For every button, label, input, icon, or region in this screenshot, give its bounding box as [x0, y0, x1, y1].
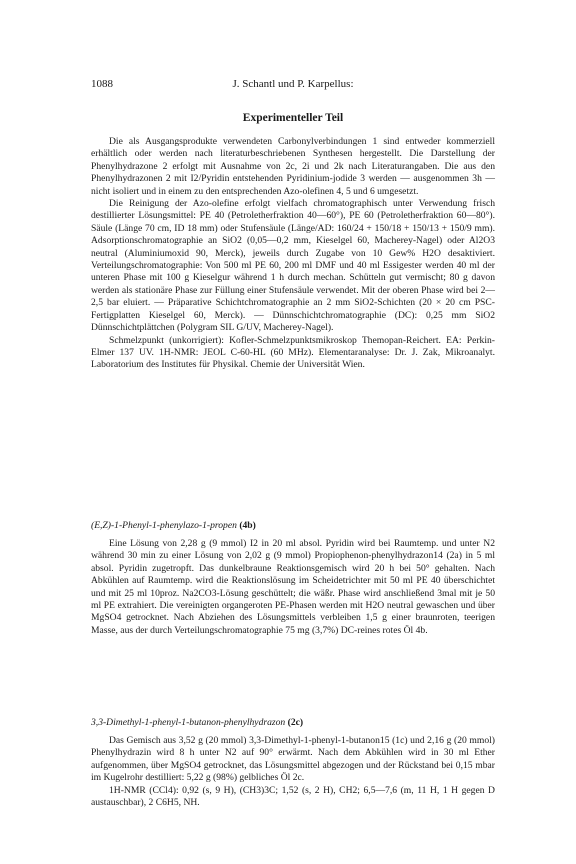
running-head — [91, 78, 495, 92]
page-number: 1088 — [91, 78, 113, 90]
compound-4b-procedure: Eine Lösung von 2,28 g (9 mmol) I2 in 20 ml absol. Pyridin wird bei Raumtemp. und unter N2 während 30 min zu einer Lösung von 2,02 g (9 mmol) Propiophenon-phenylhydrazon14 (2a) in 5 ml absol. Pyridin zugetropft. Das dunkelbraune Reaktionsgemisch wird 20 h bei 50° gehalten. Nach Abkühlen auf Raumtemp. wird die Reaktionslösung im Scheidetrichter mit 50 ml PE 40 überschichtet und mit 25 ml 10proz. Na2CO3-Lösung geschüttelt; die wäßr. Phase wird anschließend 3mal mit je 50 ml PE extrahiert. Die vereinigten organgeroten PE-Phasen werden mit H2O neutral gewaschen und über MgSO4 getrocknet. Nach Abziehen des Lösungsmittels verbleiben 1,5 g einer braunroten, teerigen Masse, aus der durch Verteilungschromatographie 75 mg (3,7%) DC-reines rotes Öl 4b. — [91, 538, 495, 636]
compound-4b-heading — [91, 520, 495, 532]
section-title: Experimenteller Teil — [242, 112, 344, 124]
compound-2c-section — [91, 735, 495, 809]
compound-4b-label: (4b) — [239, 520, 256, 531]
compound-2c-label: (2c) — [287, 717, 304, 728]
compound-4b-name: (E,Z)-1-Phenyl-1-phenylazo-1-propen — [91, 520, 237, 531]
compound-2c-heading — [91, 717, 495, 729]
compound-2c-name: 3,3-Dimethyl-1-phenyl-1-butanon-phenylhydrazon — [91, 717, 286, 728]
compound-2c-nmr: 1H-NMR (CCl4): 0,92 (s, 9 H), (CH3)3C; 1,52 (s, 2 H), CH2; 6,5—7,6 (m, 11 H, 1 H gegen D austauschbar), 2 C6H5, NH. — [91, 784, 495, 809]
running-head-authors: J. Schantl und P. Karpellus: — [232, 78, 354, 90]
intro-paragraph-3: Schmelzpunkt (unkorrigiert): Kofler-Schmelzpunktsmikroskop Themopan-Reichert. EA: Perkin-Elmer 137 UV. 1H-NMR: JEOL C-60-HL (60 MHz). Elementaranalyse: Dr. J. Zak, Mikroanalyt. Laboratorium des Institutes für Physikal. Chemie der Universität Wien. — [91, 334, 495, 371]
intro-paragraph-2: Die Reinigung der Azo-olefine erfolgt vielfach chromatographisch unter Verwendung frisch destillierter Lösungsmittel: PE 40 (Petroletherfraktion 40—60°), PE 60 (Petroletherfraktion 60—80°). Säule (Länge 70 cm, ID 18 mm) oder Stufensäule (Länge/AD: 160/24 + 150/18 + 150/13 + 150/9 mm). Adsorptionschromatographie an SiO2 (0,05—0,2 mm, Kieselgel 60, Macherey-Nagel) oder Al2O3 neutral (Aluminiumoxid 90, Merck), jeweils durch Zugabe von 10 Gew% H2O desaktiviert. Verteilungschromatographie: Von 500 ml PE 60, 200 ml DMF und 40 ml Essigester werden 40 ml der unteren Phase mit 100 g Kieselgur während 1 h durch mechan. Schütteln gut vermischt; 80 g davon werden als stationäre Phase zur Füllung einer Stufensäule verwendet. Mit der oberen Phase wird bei 2—2,5 bar eluiert. — Präparative Schichtchromatographie an 2 mm SiO2-Schichten (20 × 20 cm PSC-Fertigplatten Kieselgel 60, Merck). — Dünnschichtchromatographie (DC): 0,25 mm SiO2 Dünnschichtplättchen (Polygram SIL G/UV, Macherey-Nagel). — [91, 198, 495, 334]
intro-section — [91, 136, 495, 372]
compound-2c-procedure: Das Gemisch aus 3,52 g (20 mmol) 3,3-Dimethyl-1-phenyl-1-butanon15 (1c) und 2,16 g (20 mmol) Phenylhydrazin wird 8 h unter N2 auf 90° erwärmt. Nach dem Abkühlen wird in 30 ml Ether aufgenommen, über MgSO4 getrocknet, das Lösungsmittel abgezogen und der Rückstand bei 0,15 mbar im Kugelrohr destilliert: 5,22 g (98%) gelbliches Öl 2c. — [91, 735, 495, 784]
intro-paragraph-1: Die als Ausgangsprodukte verwendeten Carbonylverbindungen 1 sind entweder kommerziell erhältlich oder werden nach literaturbeschriebenen Synthesen hergestellt. Die Darstellung der Phenylhydrazone 2 erfolgt mit Ausnahme von 2c, 2i und 2k nach Literaturangaben. Die aus den Phenylhydrazonen 2 mit I2/Pyridin entstehenden Pyridinium-jodide 3 werden — ausgenommen 3h — nicht isoliert und in einem zu den entsprechenden Azo-olefinen 4, 5 und 6 umgesetzt. — [91, 136, 495, 197]
compound-4b-section — [91, 538, 495, 637]
